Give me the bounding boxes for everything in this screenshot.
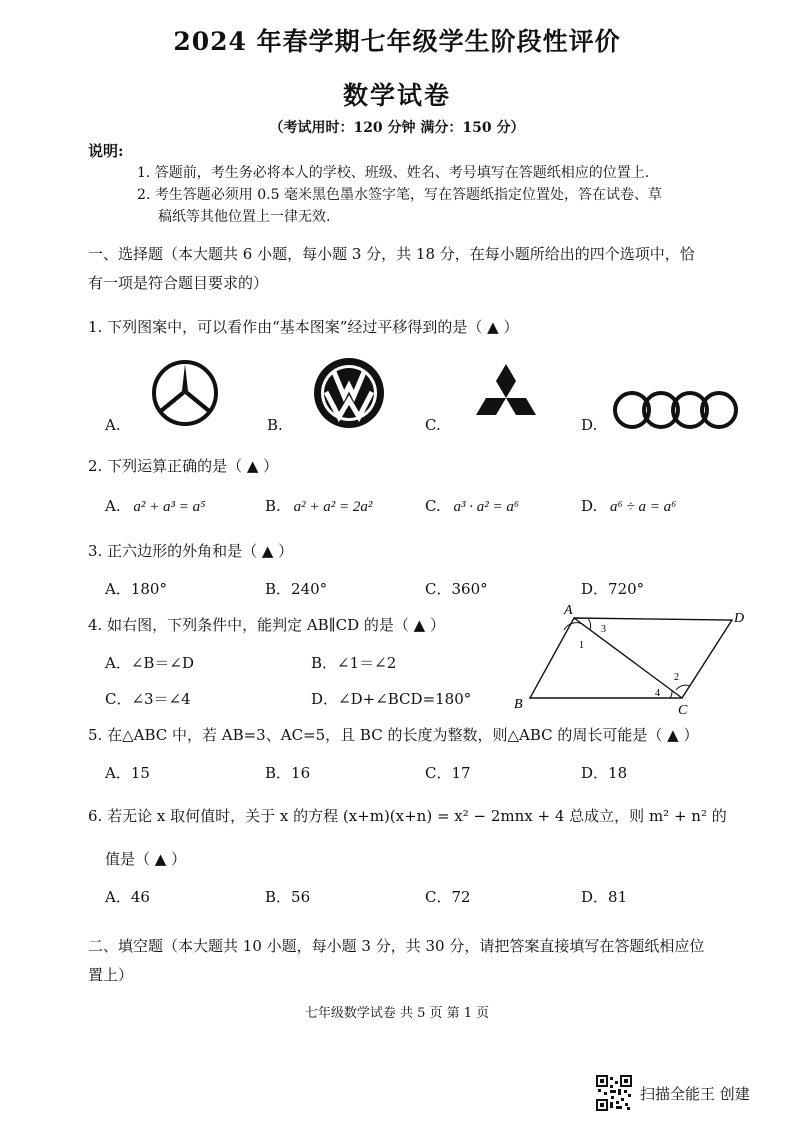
q1-option-a: A. — [105, 416, 121, 434]
q2-option-b-label: B. — [265, 497, 281, 515]
q5-option-c: C．17 — [425, 764, 471, 782]
mercedes-logo — [150, 358, 220, 428]
q3-option-d: D．720° — [581, 580, 645, 598]
q2-option-c-label: C. — [425, 497, 441, 515]
q4-option-b: B．∠1＝∠2 — [311, 654, 397, 672]
q2-option-a-label: A. — [105, 497, 121, 515]
q4-text: 4. 如右图，下列条件中，能判定 AB∥CD 的是（ ▲ ） — [88, 616, 445, 634]
q4-option-d: D．∠D+∠BCD=180° — [311, 690, 472, 708]
q6-option-d: D．81 — [581, 888, 628, 906]
page-footer: 七年级数学试卷 共 5 页 第 1 页 — [304, 1006, 490, 1021]
q5-text: 5. 在△ABC 中，若 AB=3、AC=5，且 BC 的长度为整数，则△ABC 的周长可能是（ ▲ ） — [88, 726, 699, 744]
q1-option-b: B. — [267, 416, 283, 434]
q3-option-c: C．360° — [425, 580, 488, 598]
q2-option-c — [425, 497, 519, 516]
q6-option-b: B．56 — [265, 888, 311, 906]
section2-heading: 二、填空题（本大题共 10 小题，每小题 3 分，共 30 分，请把答案直接填写在答题纸相应位 — [88, 937, 705, 955]
label-angle-3: 3 — [601, 624, 606, 635]
q2-option-b — [265, 497, 372, 516]
label-a: A — [564, 603, 573, 618]
angle-4-arc — [670, 690, 672, 698]
q2-option-a — [105, 497, 205, 516]
label-angle-1: 1 — [579, 640, 584, 651]
angle-1-arc — [564, 623, 584, 630]
q3-option-a: A．180° — [105, 580, 167, 598]
q1-option-d: D. — [581, 416, 598, 434]
label-angle-2: 2 — [674, 672, 679, 683]
section1-heading: 一、选择题（本大题共 6 小题，每小题 3 分，共 18 分，在每小题所给出的四个选项中，恰 — [88, 245, 695, 263]
exam-title: 2024 年春学期七年级学生阶段性评价 — [173, 27, 621, 56]
q6-text-cont: 值是（ ▲ ） — [105, 850, 187, 868]
instructions-label: 说明: — [88, 142, 124, 160]
q2-option-c-expr: a³ · a² = a⁶ — [453, 499, 520, 515]
audi-logo — [610, 388, 740, 432]
q4-option-c: C．∠3＝∠4 — [105, 690, 191, 708]
q6-option-a: A．46 — [105, 888, 150, 906]
q4-option-a: A．∠B＝∠D — [105, 654, 195, 672]
instruction-item-3: 稿纸等其他位置上一律无效. — [158, 209, 331, 225]
q3-option-b: B．240° — [265, 580, 328, 598]
q1-option-c: C. — [425, 416, 441, 434]
exam-subtitle: 数学试卷 — [342, 81, 451, 110]
q5-option-b: B．16 — [265, 764, 311, 782]
q2-option-d-label: D. — [581, 497, 598, 515]
section1-heading-cont: 有一项是符合题目要求的） — [88, 274, 269, 292]
q4-parallelogram — [530, 618, 732, 698]
q2-option-a-expr: a² + a³ = a⁵ — [133, 499, 206, 515]
scanner-watermark: 扫描全能王 创建 — [640, 1085, 750, 1103]
instruction-item-1: 1. 答题前，考生务必将本人的学校、班级、姓名、考号填写在答题纸相应的位置上. — [137, 165, 650, 181]
label-b: B — [514, 697, 523, 712]
q4-figure — [506, 600, 766, 718]
q6-text: 6. 若无论 x 取何值时，关于 x 的方程 (x+m)(x+n) = x² − 2mnx + 4 总成立，则 m² + n² 的 — [88, 807, 727, 825]
mitsubishi-logo — [470, 362, 542, 434]
q2-option-d-expr: a⁶ ÷ a = a⁶ — [610, 499, 677, 515]
exam-info: （考试用时：120 分钟 满分：150 分） — [269, 120, 525, 136]
q3-text: 3. 正六边形的外角和是（ ▲ ） — [88, 542, 294, 560]
instruction-item-2: 2. 考生答题必须用 0.5 毫米黑色墨水签字笔，写在答题纸指定位置处，答在试卷、草 — [137, 187, 662, 203]
q1-text: 1. 下列图案中，可以看作由“基本图案”经过平移得到的是（ ▲ ） — [88, 318, 519, 336]
q6-option-c: C．72 — [425, 888, 471, 906]
volkswagen-logo — [312, 356, 386, 430]
q2-option-d — [581, 497, 676, 516]
label-d: D — [734, 611, 745, 626]
label-c: C — [678, 703, 688, 718]
q2-text: 2. 下列运算正确的是（ ▲ ） — [88, 457, 279, 475]
q5-option-d: D．18 — [581, 764, 628, 782]
q5-option-a: A．15 — [105, 764, 150, 782]
q2-option-b-expr: a² + a² = 2a² — [293, 499, 373, 515]
section2-heading-cont: 置上） — [88, 966, 134, 984]
label-angle-4: 4 — [655, 688, 660, 699]
qr-code-icon — [596, 1075, 632, 1111]
